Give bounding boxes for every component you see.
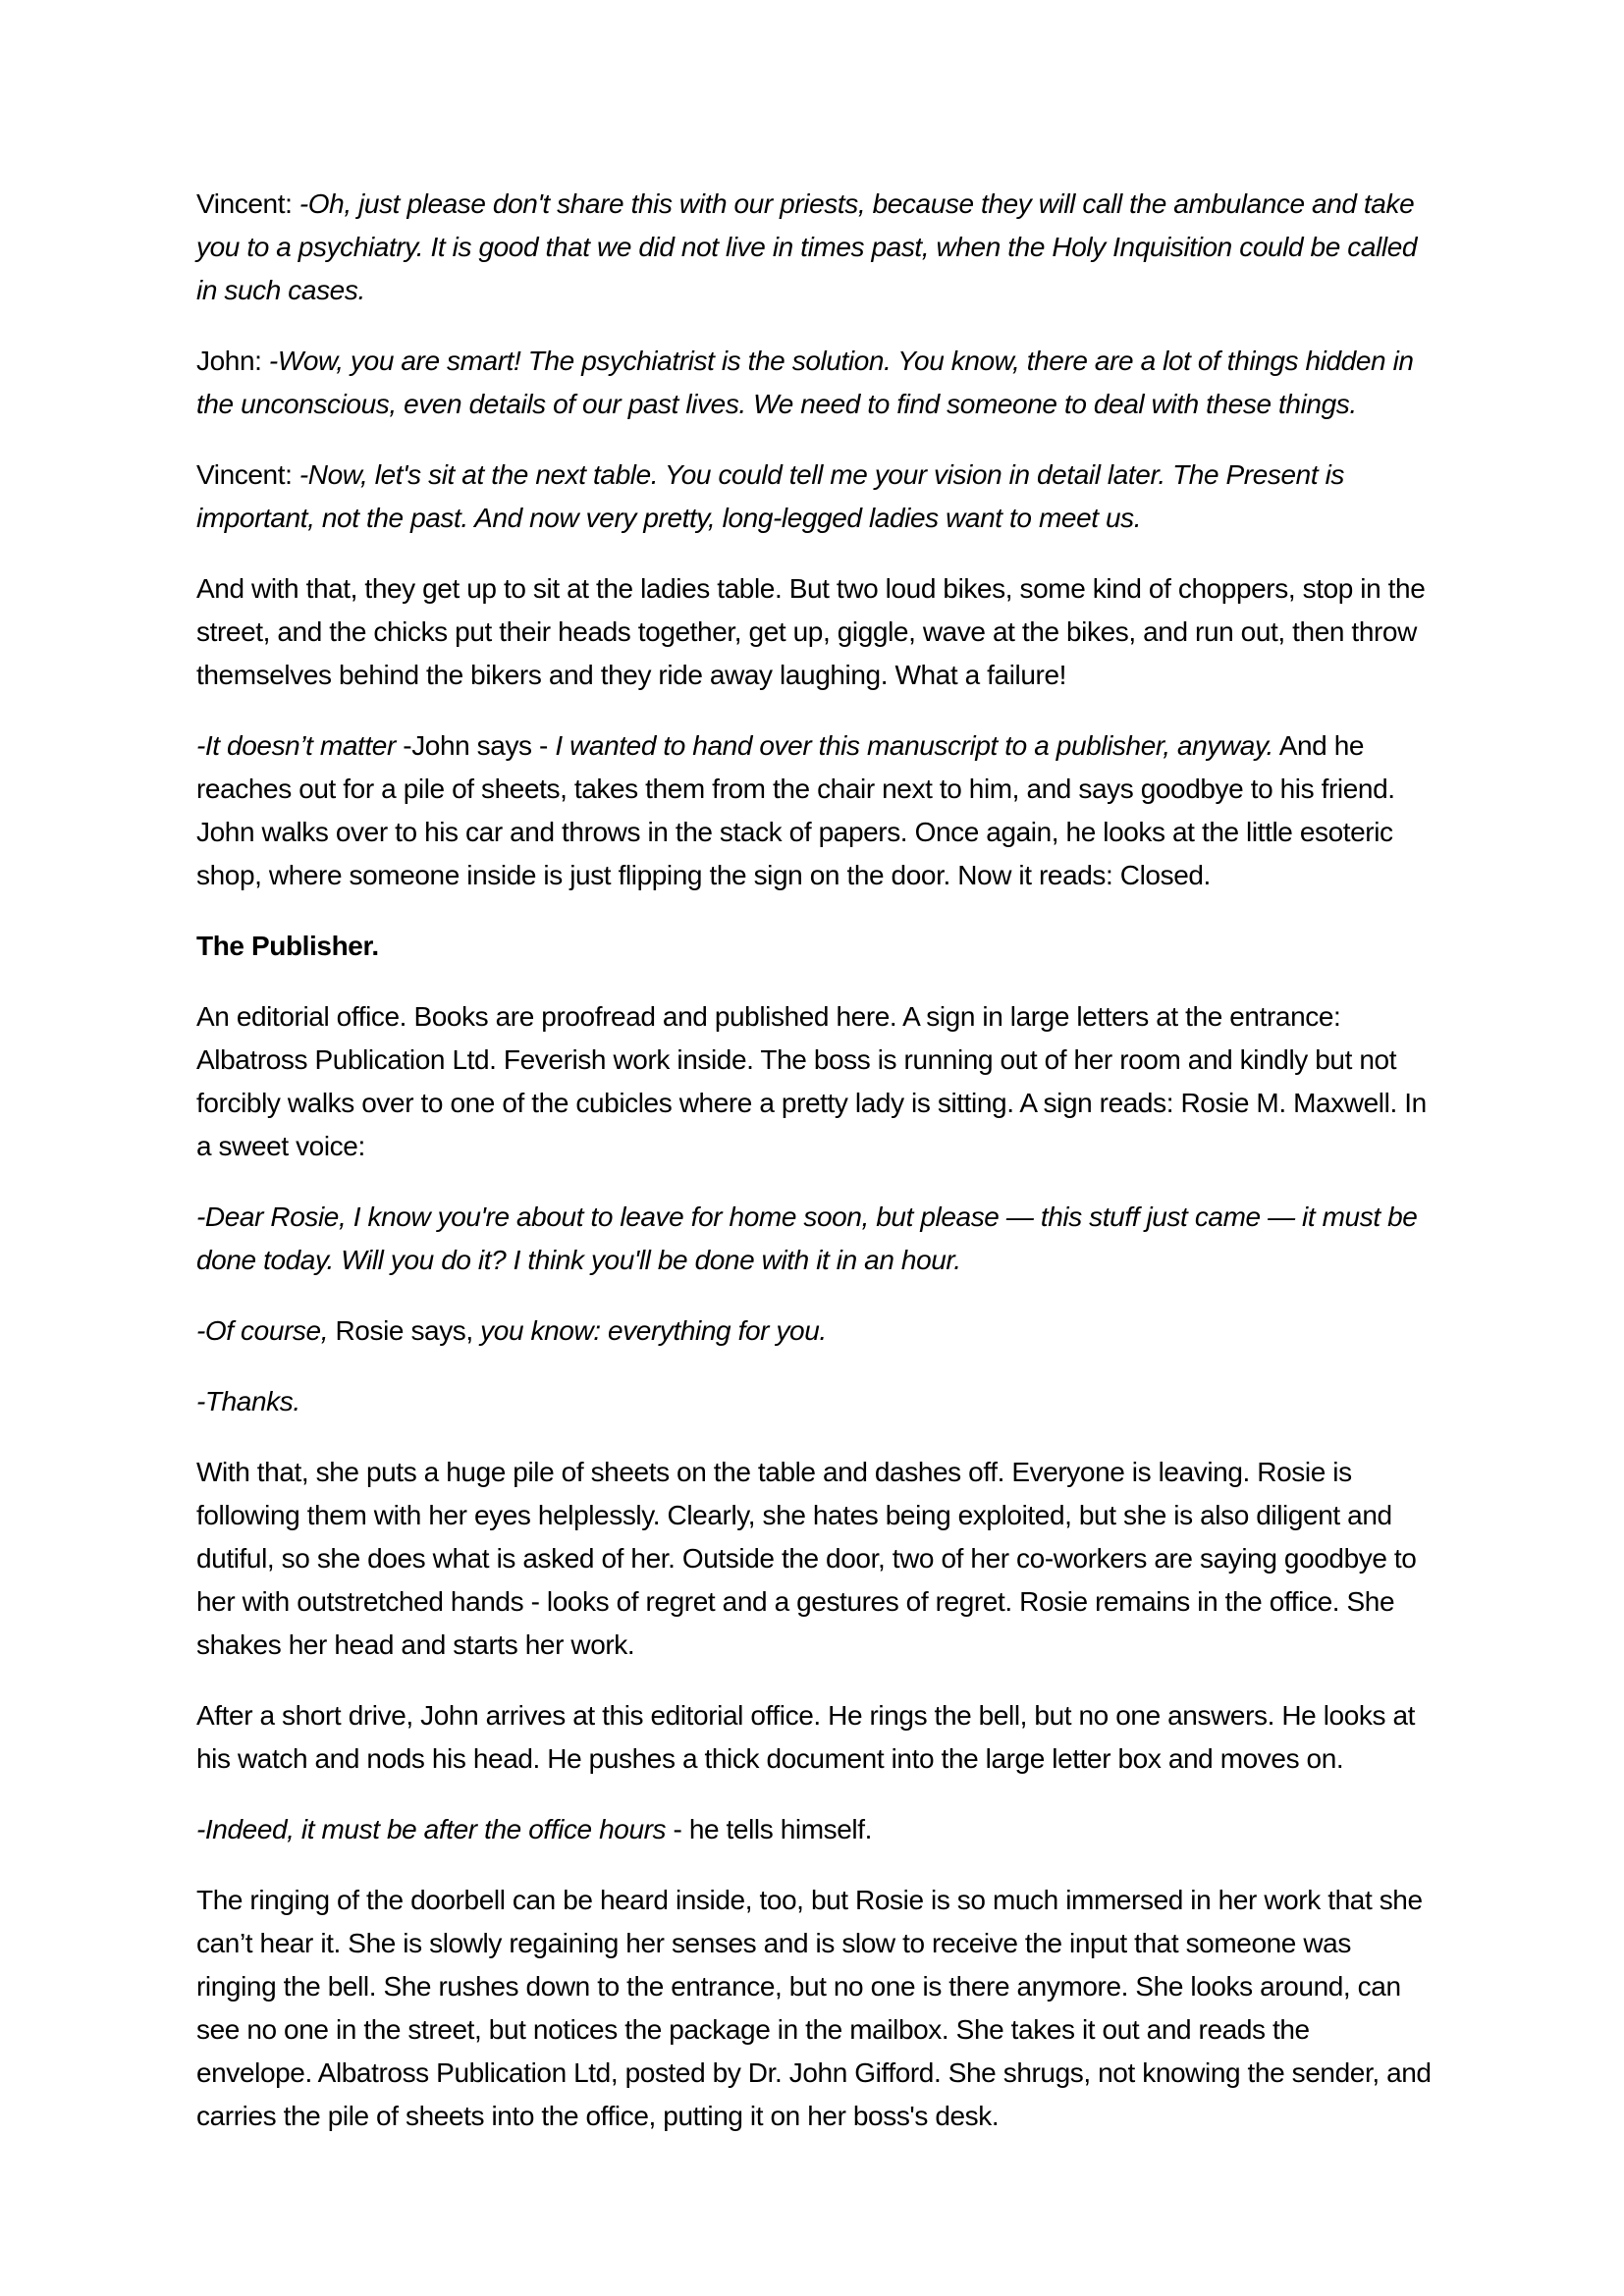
text-run: Vincent: [196,459,299,490]
text-run: -John says - [403,730,556,761]
text-run: An editorial office. Books are proofread and published here. A sign in large letters at the entrance: Albatross Publication Ltd. Feverish work inside. The boss is running out of her room and kindly but not forcibly walks over to one of the cubicles where a pretty lady is sitting. A sign reads: Rosie M. Maxwell. In a sweet voice: [196,1001,1427,1161]
text-run: -Dear Rosie, I know you're about to leave for home soon, but please — this stuff just came — it must be done today. Will you do it? I think you'll be done with it in an hour. [196,1201,1418,1275]
text-run: Vincent: [196,188,299,219]
text-run: Rosie says, [328,1315,473,1346]
dialogue-vincent-1 [196,183,1432,312]
text-run: -Indeed, it must be after the office hours [196,1814,667,1844]
text-run: -Now, let's sit at the next table. You could tell me your vision in detail later. The Present is important, not the past. And now very pretty, long-legged ladies want to meet us. [196,459,1345,533]
text-run: The ringing of the doorbell can be heard inside, too, but Rosie is so much immersed in her work that she can’t hear it. She is slowly regaining her senses and is slow to receive the input that someone was ringing the bell. She rushes down to the entrance, but no one is there anymore. She looks around, can see no one in the street, but notices the package in the mailbox. She takes it out and reads the envelope. Albatross Publication Ltd, posted by Dr. John Gifford. She shrugs, not knowing the sender, and carries the pile of sheets into the office, putting it on her boss's desk. [196,1885,1432,2131]
dialogue-boss [196,1196,1432,1282]
narration-john-arrives [196,1694,1432,1781]
dialogue-vincent-2 [196,454,1432,540]
text-run: And with that, they get up to sit at the ladies table. But two loud bikes, some kind of choppers, stop in the street, and the chicks put their heads together, get up, giggle, wave at the bikes, and run out, then throw themselves behind the bikers and they ride away laughing. What a failure! [196,573,1426,690]
narration-doorbell [196,1879,1432,2138]
narration-rosie-work [196,1451,1432,1667]
text-run: -Oh, just please don't share this with our priests, because they will call the ambulance and take you to a psychiatry. It is good that we did not live in times past, when the Holy Inquisition could be called in such cases. [196,188,1418,305]
text-run: John: [196,346,269,376]
text-run: After a short drive, John arrives at this editorial office. He rings the bell, but no one answers. He looks at his watch and nods his head. He pushes a thick document into the large letter box and moves on. [196,1700,1416,1774]
text-run: - he tells himself. [666,1814,872,1844]
section-heading [196,925,1432,968]
text-run: -Of course, [196,1315,329,1346]
dialogue-john-2 [196,1808,1432,1851]
text-run: With that, she puts a huge pile of sheets on the table and dashes off. Everyone is leaving. Rosie is following them with her eyes helplessly. Clearly, she hates being exploited, but she is also diligent and dutiful, so she does what is asked of her. Outside the door, two of her co-workers are saying goodbye to her with outstretched hands - looks of regret and a gestures of regret. Rosie remains in the office. She shakes her head and starts her work. [196,1457,1417,1660]
narration-manuscript [196,724,1432,897]
text-run: -Wow, you are smart! The psychiatrist is the solution. You know, there are a lot of things hidden in the unconscious, even details of our past lives. We need to find someone to deal with these things. [196,346,1414,419]
text-run: I wanted to hand over this manuscript to a publisher, anyway. [555,730,1273,761]
text-run: And he reaches out for a pile of sheets, takes them from the chair next to him, and says goodbye to his friend. John walks over to his car and throws in the stack of papers. Once again, he looks at the little esoteric shop, where someone inside is just flipping the sign on the door. Now it reads: Closed. [196,730,1395,890]
text-run: you know: everything for you. [472,1315,827,1346]
narration-bikes [196,567,1432,697]
narration-editorial-office [196,995,1432,1168]
dialogue-rosie [196,1309,1432,1353]
dialogue-john-1 [196,340,1432,426]
dialogue-thanks [196,1380,1432,1423]
text-run: The Publisher. [196,931,379,961]
document-text-block [196,183,1432,2165]
text-run: -Thanks. [196,1386,300,1416]
text-run: -It doesn’t matter [196,730,404,761]
